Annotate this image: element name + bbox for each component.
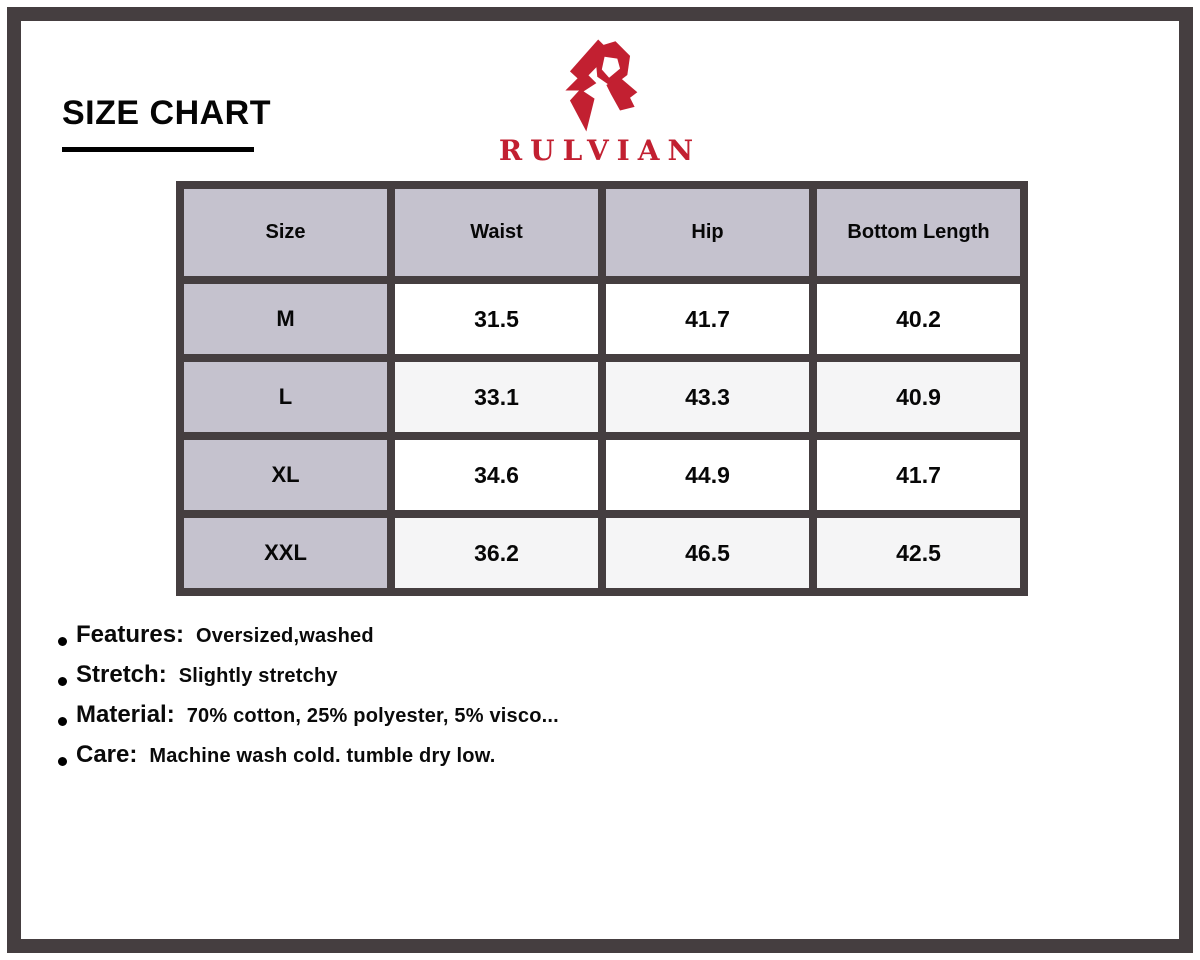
measurement-value: 40.2 — [817, 284, 1020, 354]
column-header-bottom-length: Bottom Length — [817, 189, 1020, 276]
column-header-size: Size — [184, 189, 387, 276]
detail-value: Machine wash cold. tumble dry low. — [149, 745, 496, 767]
size-chart-table — [176, 181, 1028, 596]
measurement-value: 33.1 — [395, 362, 598, 432]
table-row-xl — [184, 440, 1020, 510]
measurement-value: 36.2 — [395, 518, 598, 588]
detail-label: Stretch: — [76, 661, 167, 688]
detail-item-stretch — [58, 661, 559, 701]
size-label: XL — [184, 440, 387, 510]
measurement-value: 40.9 — [817, 362, 1020, 432]
size-label: XXL — [184, 518, 387, 588]
detail-label: Material: — [76, 701, 175, 728]
bullet-icon — [58, 677, 67, 686]
table-header — [184, 189, 1020, 276]
size-label: L — [184, 362, 387, 432]
product-details-list — [58, 621, 559, 781]
measurement-value: 44.9 — [606, 440, 809, 510]
measurement-value: 41.7 — [606, 284, 809, 354]
measurement-value: 31.5 — [395, 284, 598, 354]
measurement-value: 46.5 — [606, 518, 809, 588]
table-row-l — [184, 362, 1020, 432]
column-header-waist: Waist — [395, 189, 598, 276]
detail-item-features — [58, 621, 559, 661]
measurement-value: 42.5 — [817, 518, 1020, 588]
size-label: M — [184, 284, 387, 354]
rulvian-r-logo-icon — [552, 34, 648, 136]
detail-value: Slightly stretchy — [178, 665, 338, 687]
table-row-m — [184, 284, 1020, 354]
page-title: SIZE CHART — [62, 94, 271, 132]
size-chart-table-wrap — [176, 181, 1028, 596]
detail-label: Features: — [76, 621, 185, 648]
bullet-icon — [58, 637, 67, 646]
table-header-row — [184, 189, 1020, 276]
measurement-value: 41.7 — [817, 440, 1020, 510]
detail-item-material — [58, 701, 559, 741]
measurement-value: 34.6 — [395, 440, 598, 510]
measurement-value: 43.3 — [606, 362, 809, 432]
column-header-hip: Hip — [606, 189, 809, 276]
brand-name: RULVIAN — [498, 134, 702, 167]
detail-value: Oversized,washed — [196, 625, 374, 647]
table-body — [184, 284, 1020, 588]
detail-label: Care: — [76, 741, 138, 768]
table-row-xxl — [184, 518, 1020, 588]
bullet-icon — [58, 717, 67, 726]
bullet-icon — [58, 757, 67, 766]
detail-value: 70% cotton, 25% polyester, 5% visco... — [186, 705, 559, 727]
detail-item-care — [58, 741, 559, 781]
